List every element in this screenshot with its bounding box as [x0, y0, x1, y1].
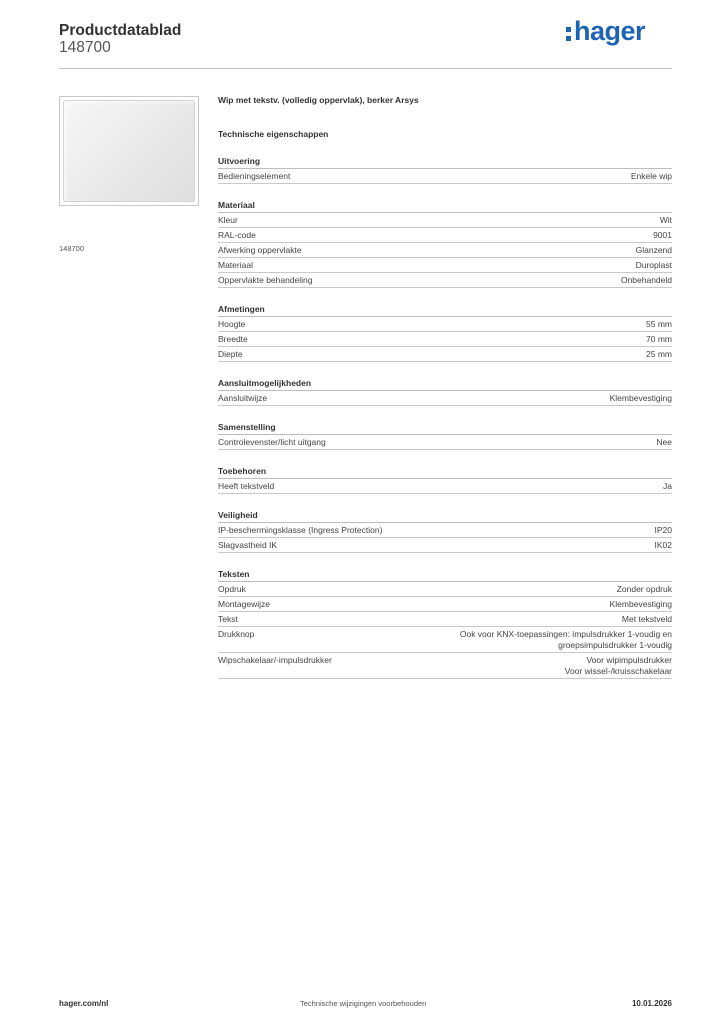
spec-section	[218, 156, 672, 184]
section-title: Veiligheid	[218, 510, 672, 523]
spec-row	[218, 391, 672, 406]
spec-row	[218, 332, 672, 347]
spec-key: Materiaal	[218, 260, 253, 270]
spec-sections	[218, 156, 672, 679]
spec-row	[218, 258, 672, 273]
spec-value	[300, 171, 672, 182]
spec-section	[218, 510, 672, 553]
spec-key: IP-beschermingsklasse (Ingress Protection)	[218, 525, 383, 535]
spec-value	[280, 599, 672, 610]
spec-value-line: Wit	[659, 215, 672, 225]
page-title: Productdatablad	[59, 22, 182, 39]
spec-value	[256, 584, 672, 595]
spec-key: Kleur	[218, 215, 238, 225]
footer-date: 10.01.2026	[631, 999, 672, 1008]
section-title: Teksten	[218, 569, 672, 582]
spec-value-line: IK02	[654, 540, 672, 550]
spec-section	[218, 304, 672, 362]
spec-row	[218, 169, 672, 184]
switch-rocker-picture	[63, 100, 195, 202]
spec-value	[248, 215, 672, 226]
spec-value-line: Voor wipimpulsdrukker	[586, 655, 672, 665]
spec-key: Controlevenster/licht uitgang	[218, 437, 326, 447]
spec-row	[218, 653, 672, 679]
tech-properties-heading: Technische eigenschappen	[218, 129, 329, 139]
section-title: Toebehoren	[218, 466, 672, 479]
section-title: Aansluitmogelijkheden	[218, 378, 672, 391]
spec-value	[266, 230, 672, 241]
spec-value-line: 55 mm	[646, 319, 672, 329]
spec-key: Drukknop	[218, 629, 255, 639]
spec-row	[218, 582, 672, 597]
spec-key: Breedte	[218, 334, 248, 344]
spec-key: Montagewijze	[218, 599, 270, 609]
header-divider	[59, 68, 672, 69]
logo-dots-icon	[566, 27, 571, 41]
spec-value	[253, 349, 672, 360]
spec-key: Aansluitwijze	[218, 393, 268, 403]
section-title: Uitvoering	[218, 156, 672, 169]
spec-value-line: Ook voor KNX-toepassingen: impulsdrukker 1-voudig en	[459, 629, 672, 639]
spec-section	[218, 200, 672, 288]
spec-value-line: 70 mm	[646, 334, 672, 344]
spec-key: Tekst	[218, 614, 238, 624]
spec-key: Heeft tekstveld	[218, 481, 275, 491]
spec-key: Bedieningselement	[218, 171, 291, 181]
spec-row	[218, 273, 672, 288]
spec-value-line: IP20	[654, 525, 672, 535]
spec-section	[218, 569, 672, 679]
spec-key: RAL-code	[218, 230, 256, 240]
spec-value-line: 9001	[653, 230, 672, 240]
spec-row	[218, 435, 672, 450]
spec-key: Oppervlakte behandeling	[218, 275, 313, 285]
section-title: Materiaal	[218, 200, 672, 213]
footer-website[interactable]: hager.com/nl	[59, 999, 109, 1008]
spec-key: Hoogte	[218, 319, 246, 329]
spec-value-line: Klembevestiging	[609, 599, 672, 609]
section-title: Afmetingen	[218, 304, 672, 317]
spec-key: Opdruk	[218, 584, 246, 594]
spec-value	[258, 334, 672, 345]
spec-value-line: Voor wissel-/kruisschakelaar	[564, 666, 672, 676]
spec-key: Diepte	[218, 349, 243, 359]
spec-value-line: groepsimpulsdrukker 1-voudig	[558, 640, 672, 650]
spec-value	[336, 437, 672, 448]
spec-row	[218, 213, 672, 228]
spec-value-line: Met tekstveld	[621, 614, 672, 624]
spec-value	[255, 319, 672, 330]
spec-value-line: Enkele wip	[630, 171, 672, 181]
image-caption: 148700	[59, 244, 85, 253]
logo-text: hager	[574, 16, 646, 46]
spec-row	[218, 597, 672, 612]
spec-value-line: 25 mm	[646, 349, 672, 359]
spec-row	[218, 228, 672, 243]
spec-row	[218, 347, 672, 362]
spec-row	[218, 243, 672, 258]
spec-value	[264, 629, 672, 651]
product-image	[59, 96, 199, 206]
spec-key: Slagvastheid IK	[218, 540, 278, 550]
spec-value	[287, 540, 672, 551]
spec-key: Afwerking oppervlakte	[218, 245, 302, 255]
spec-value	[342, 655, 672, 677]
spec-value-line: Glanzend	[635, 245, 672, 255]
spec-value-line: Duroplast	[635, 260, 672, 270]
spec-section	[218, 466, 672, 494]
spec-value	[277, 393, 672, 404]
spec-value	[392, 525, 672, 536]
product-description: Wip met tekstv. (volledig oppervlak), berker Arsys	[218, 95, 419, 105]
spec-row	[218, 538, 672, 553]
spec-value	[248, 614, 672, 625]
spec-value-line: Zonder opdruk	[616, 584, 672, 594]
spec-value-line: Nee	[656, 437, 672, 447]
spec-section	[218, 378, 672, 406]
spec-section	[218, 422, 672, 450]
spec-key: Wipschakelaar/-impulsdrukker	[218, 655, 332, 665]
footer-notice: Technische wijzigingen voorbehouden	[300, 999, 427, 1008]
spec-row	[218, 627, 672, 653]
spec-row	[218, 317, 672, 332]
spec-row	[218, 479, 672, 494]
spec-value	[284, 481, 672, 492]
section-title: Samenstelling	[218, 422, 672, 435]
spec-value	[263, 260, 672, 271]
spec-value	[323, 275, 672, 286]
spec-value-line: Klembevestiging	[609, 393, 672, 403]
spec-value	[312, 245, 672, 256]
spec-content	[218, 95, 672, 679]
hager-logo	[566, 15, 645, 47]
spec-row	[218, 612, 672, 627]
product-number: 148700	[59, 39, 111, 56]
spec-value-line: Ja	[663, 481, 672, 491]
spec-row	[218, 523, 672, 538]
spec-value-line: Onbehandeld	[620, 275, 672, 285]
